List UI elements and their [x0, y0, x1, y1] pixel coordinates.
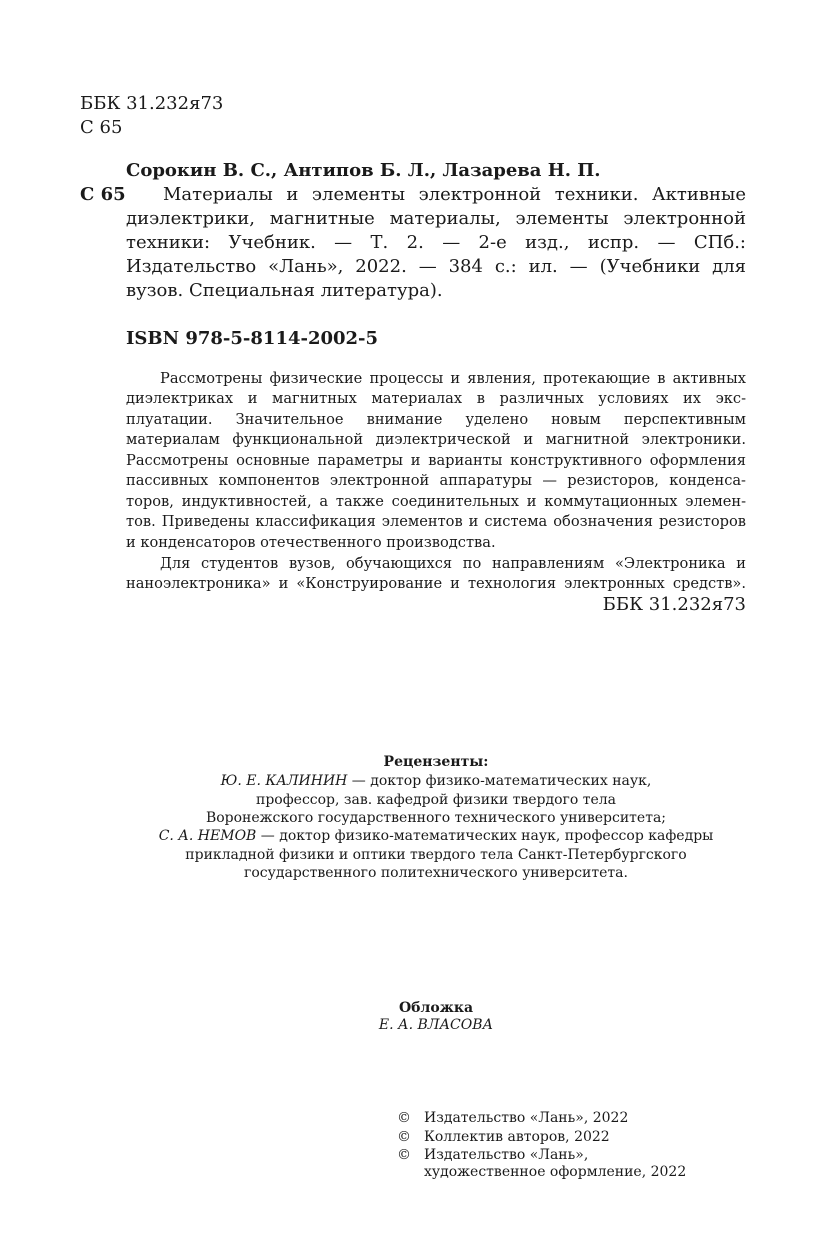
abstract-line: диэлектриках и магнитных материалах в различных условиях их экс- [126, 390, 746, 407]
copyright-line: Коллектив авторов, 2022 [424, 1129, 610, 1145]
reviewer-2-name: С. А. НЕМОВ [158, 828, 257, 844]
reviewer-2-line: государственного политехнического университета. [244, 865, 628, 881]
reviewer-1 [126, 772, 746, 790]
abstract-line: торов, индуктивностей, а также соединительных и коммутационных элемен- [126, 493, 746, 510]
authors: Сорокин В. С., Антипов Б. Л., Лазарева Н. П. [126, 160, 601, 181]
reviewer-2-text: — доктор физико-математических наук, профессор кафедры [256, 828, 714, 844]
author-mark: С 65 [80, 117, 123, 138]
entry-line: диэлектрики, магнитные материалы, элементы электронной [126, 208, 746, 229]
bbk-code: ББК 31.232я73 [80, 93, 224, 114]
entry-line: вузов. Специальная литература). [126, 280, 443, 301]
abstract-line: Рассмотрены физические процессы и явления, протекающие в активных [160, 370, 746, 387]
entry-line: Издательство «Лань», 2022. — 384 с.: ил. — (Учебники для [126, 256, 746, 277]
reviewer-2 [126, 827, 746, 845]
abstract-line: Для студентов вузов, обучающихся по направлениям «Электроника и [160, 555, 746, 572]
reviewer-1-line: Воронежского государственного технического университета; [205, 810, 667, 826]
copyright-line: художественное оформление, 2022 [424, 1164, 687, 1180]
reviewer-1-name: Ю. Е. КАЛИНИН [220, 773, 348, 789]
reviewer-1-line: профессор, зав. кафедрой физики твердого тела [255, 792, 617, 808]
copyright-symbol: © [397, 1129, 411, 1145]
copyright-line: Издательство «Лань», [424, 1147, 589, 1163]
abstract-line: Рассмотрены основные параметры и варианты конструктивного оформления [126, 452, 746, 469]
copyright-line: Издательство «Лань», 2022 [424, 1110, 629, 1126]
bbk-code-footer: ББК 31.232я73 [602, 594, 746, 615]
reviewer-2-line: прикладной физики и оптики твердого тела Санкт-Петербургского [185, 847, 687, 863]
cover-title: Обложка [398, 1000, 474, 1016]
abstract-line: тов. Приведены классификация элементов и система обозначения резисторов [126, 513, 746, 530]
copyright-symbol: © [397, 1147, 411, 1163]
abstract-line: плуатации. Значительное внимание уделено новым перспективным [126, 411, 746, 428]
cover-designer: Е. А. ВЛАСОВА [378, 1017, 494, 1033]
abstract-line: пассивных компонентов электронной аппаратуры — резисторов, конденса- [126, 472, 746, 489]
entry-line: техники: Учебник. — Т. 2. — 2-е изд., испр. — СПб.: [126, 232, 746, 253]
reviewers-title: Рецензенты: [383, 754, 489, 770]
copyright-symbol: © [397, 1110, 411, 1126]
abstract-line: наноэлектроника» и «Конструирование и технология электронных средств». [126, 575, 746, 592]
abstract-line: и конденсаторов отечественного производства. [126, 534, 496, 551]
abstract-line: материалам функциональной диэлектрической и магнитной электроники. [126, 431, 746, 448]
entry-mark: С 65 [80, 184, 126, 205]
reviewer-1-text: — доктор физико-математических наук, [347, 773, 652, 789]
entry-line: Материалы и элементы электронной техники. Активные [163, 184, 746, 205]
isbn: ISBN 978-5-8114-2002-5 [126, 328, 379, 349]
